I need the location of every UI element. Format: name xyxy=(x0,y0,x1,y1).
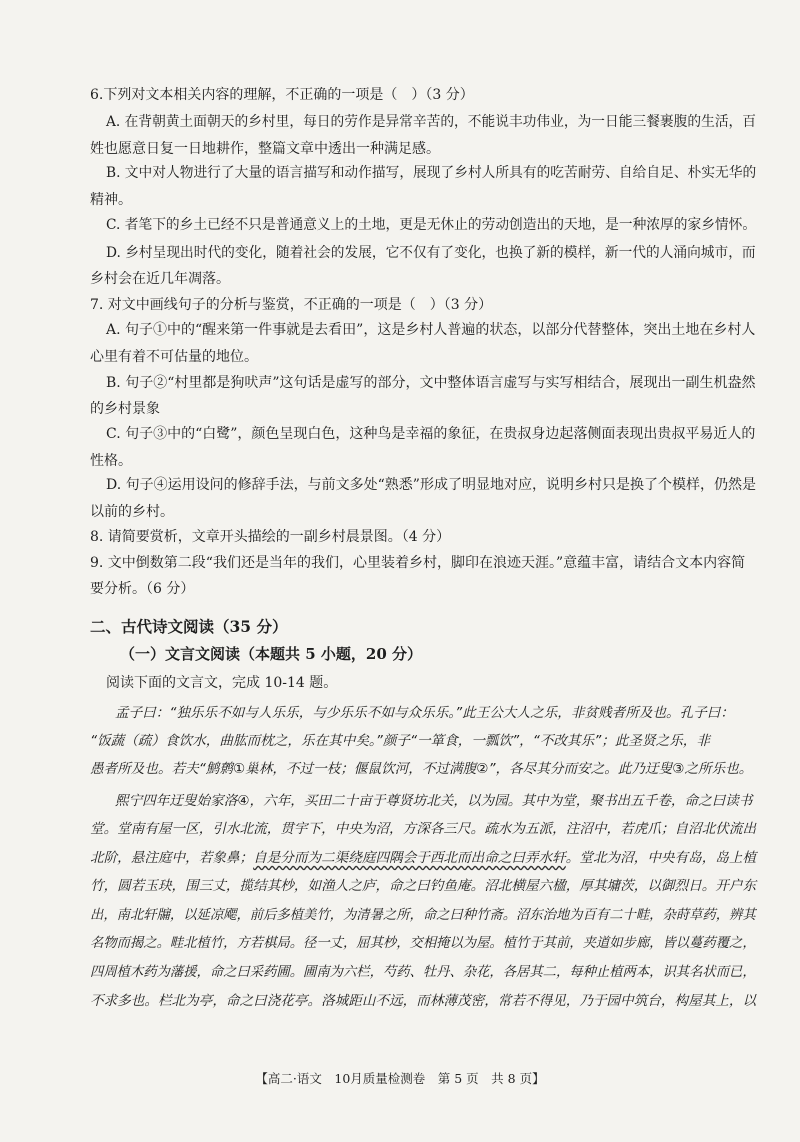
q7-option-d-line2: 以前的乡村。 xyxy=(90,504,174,520)
q9-stem-line2: 要分析。（6 分） xyxy=(90,581,195,597)
q8-stem: 8. 请简要赏析，文章开头描绘的一副乡村晨景图。（4 分） xyxy=(90,529,451,545)
q6-option-b-line2: 精神。 xyxy=(90,192,132,208)
q6-option-c: C. 者笔下的乡土已经不只是普通意义上的土地，更是无休止的劳动创造出的天地，是一种浓厚的家乡情怀。 xyxy=(106,217,757,233)
subsection-title: （一）文言文阅读（本题共 5 小题，20 分） xyxy=(120,645,422,663)
q7-option-b-line1: B. 句子②“村里都是狗吠声”这句话是虚写的部分，文中整体语言虚写与实写相结合，展现出一副生机盎然 xyxy=(106,375,756,391)
q6-stem: 6.下列对文本相关内容的理解，不正确的一项是（ ）（3 分） xyxy=(90,87,474,103)
classical-p1-line3: 愚者所及也。若夫“鹪鹩①巢林，不过一枝；偃鼠饮河，不过满腹②”，各尽其分而安之。此乃迂叟③之所乐也。 xyxy=(90,761,753,777)
q6-option-a-line1: A. 在背朝黄土面朝天的乡村里，每日的劳作是异常辛苦的，不能说丰功伟业，为一日能三餐裹腹的生活，百 xyxy=(106,114,757,130)
classical-p2-line1: 熙宁四年迂叟始家洛④，六年，买田二十亩于尊贤坊北关，以为园。其中为堂，聚书出五千卷，命之曰读书 xyxy=(115,793,753,809)
q6-option-a-line2: 姓也愿意日复一日地耕作，整篇文章中透出一种满足感。 xyxy=(90,141,440,157)
reading-instruction: 阅读下面的文言文，完成 10-14 题。 xyxy=(106,675,338,691)
classical-p2-line4: 竹，圆若玉玦，围三丈，揽结其杪，如渔人之庐，命之曰钓鱼庵。沼北横屋六楹，厚其墉茨，以御烈日。开户东 xyxy=(90,878,757,894)
q6-option-b-line1: B. 文中对人物进行了大量的语言描写和动作描写，展现了乡村人所具有的吃苦耐劳、自给自足、朴实无华的 xyxy=(106,165,757,181)
q7-option-a-line2: 心里有着不可估量的地位。 xyxy=(90,349,258,365)
classical-p2-line7: 四周植木药为藩援，命之曰采药圃。圃南为六栏，芍药、牡丹、杂花，各居其二，每种止植两本，识其名状而已， xyxy=(90,964,756,980)
wavy-underlined-sentence: 自是分而为二渠绕庭四隅会于西北而出命之曰弄水轩 xyxy=(253,850,566,866)
q7-option-c-line1: C. 句子③中的“白鹭”，颜色呈现白色，这种鸟是幸福的象征，在贵叔身边起落侧面表现出贵叔平易近人的 xyxy=(106,426,756,442)
classical-p1-line2: “饭蔬（疏）食饮水，曲肱而枕之，乐在其中矣。”颜子“一箪食，一瓢饮”，“不改其乐”；此圣贤之乐，非 xyxy=(90,733,710,749)
q7-option-a-line1: A. 句子①中的“醒来第一件事就是去看田”，这是乡村人普遍的状态，以部分代替整体，突出土地在乡村人 xyxy=(106,322,756,338)
q6-option-d-line1: D. 乡村呈现出时代的变化，随着社会的发展，它不仅有了变化，也换了新的模样，新一代的人涌向城市，而 xyxy=(106,245,756,261)
section-title: 二、古代诗文阅读（35 分） xyxy=(90,617,288,636)
page-footer: 【高二·语文 10月质量检测卷 第 5 页 共 8 页】 xyxy=(255,1071,545,1086)
q7-stem: 7. 对文中画线句子的分析与鉴赏，不正确的一项是（ ）（3 分） xyxy=(90,297,493,313)
classical-p2-line2: 堂。堂南有屋一区，引水北流，贯宇下，中央为沼，方深各三尺。疏水为五派，注沼中，若虎爪；自沼北伏流出 xyxy=(90,821,757,837)
q9-stem-line1: 9. 文中倒数第二段“我们还是当年的我们，心里装着乡村，脚印在浪迹天涯。”意蕴丰富，请结合文本内容简 xyxy=(90,555,746,571)
classical-p2-line3-end: 。堂北为沼，中央有岛，岛上植 xyxy=(565,850,757,866)
q7-option-c-line2: 性格。 xyxy=(90,453,132,469)
classical-p1-line1: 孟子曰：“独乐乐不如与人乐乐，与少乐乐不如与众乐乐。”此王公大人之乐，非贫贱者所及也。孔子曰： xyxy=(115,705,734,721)
classical-p2-line5: 出，南北轩牖，以延凉飔，前后多植美竹，为清暑之所，命之曰种竹斋。沼东治地为百有二十畦，杂莳草药，辨其 xyxy=(90,907,756,923)
q7-option-d-line1: D. 句子④运用设问的修辞手法，与前文多处“熟悉”形成了明显地对应，说明乡村只是换了个模样，仍然是 xyxy=(106,477,756,493)
classical-p2-line8: 不求多也。栏北为亭，命之曰浇花亭。洛城距山不远，而林薄茂密，常若不得见，乃于园中筑台，构屋其上，以 xyxy=(90,993,757,1009)
classical-p2-line3 xyxy=(90,849,756,867)
classical-p2-line3-start: 北阶，悬注庭中，若象鼻； xyxy=(90,850,254,866)
q6-option-d-line2: 乡村会在近几年凋落。 xyxy=(90,271,230,287)
q7-option-b-line2: 的乡村景象 xyxy=(90,401,160,417)
classical-p2-line6: 名物而揭之。畦北植竹，方若棋局。径一丈，屈其杪，交相掩以为屋。植竹于其前，夹道如步廊，皆以蔓药覆之， xyxy=(90,935,756,951)
